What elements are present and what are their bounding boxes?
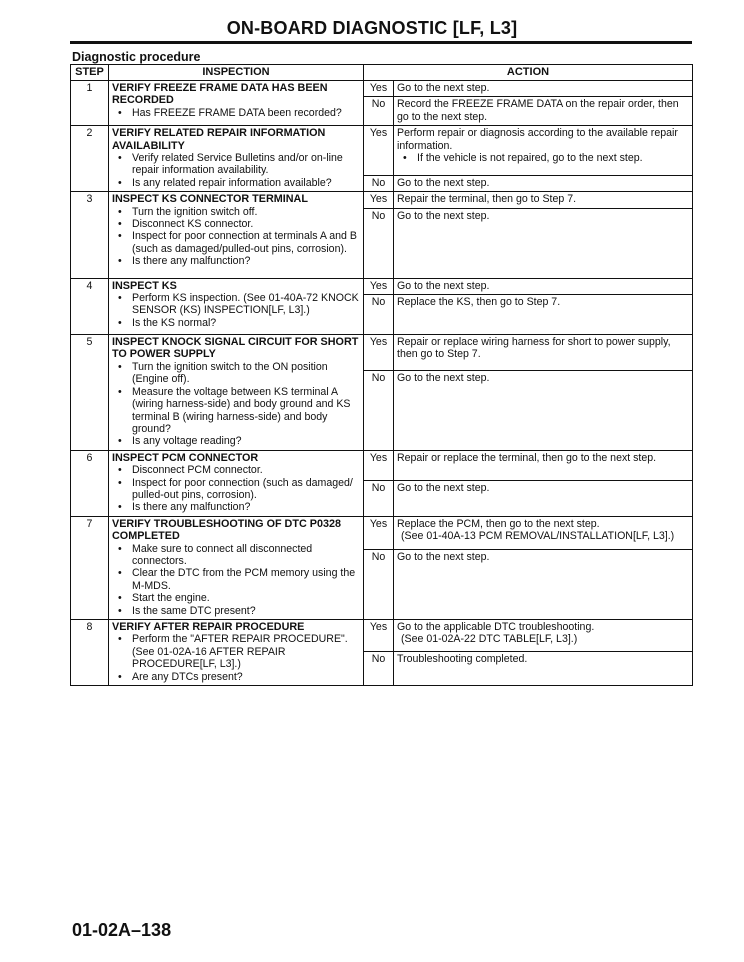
inspection-item: • Has FREEZE FRAME DATA been recorded? — [132, 107, 360, 119]
yes-label: Yes — [364, 192, 394, 208]
action-header: ACTION — [364, 65, 693, 81]
inspection-item: • Make sure to connect all disconnected connectors. — [132, 543, 360, 568]
yes-action-subitem: • If the vehicle is not repaired, go to the next step. — [397, 152, 689, 164]
table-row — [71, 192, 693, 208]
yes-label: Yes — [364, 81, 394, 97]
yes-action-cell — [394, 126, 693, 176]
yes-action: Go to the next step. — [397, 82, 490, 94]
steps-body — [71, 81, 693, 686]
no-action: Go to the next step. — [394, 208, 693, 278]
yes-label: Yes — [364, 126, 394, 176]
inspection-title: INSPECT KNOCK SIGNAL CIRCUIT FOR SHORT TO POWER SUPPLY — [112, 336, 359, 361]
inspection-item: • Are any DTCs present? — [132, 671, 360, 683]
inspection-title: VERIFY TROUBLESHOOTING OF DTC P0328 COMPLETED — [112, 517, 341, 543]
inspection-items — [112, 206, 360, 268]
table-row — [71, 278, 693, 294]
yes-label: Yes — [364, 335, 394, 371]
yes-label: Yes — [364, 516, 394, 549]
no-label: No — [364, 550, 394, 620]
step-number: 4 — [71, 278, 109, 334]
inspection-cell — [109, 620, 364, 686]
no-action: Go to the next step. — [394, 550, 693, 620]
inspection-item: • Verify related Service Bulletins and/or on-line repair information availability. — [132, 152, 360, 177]
no-label: No — [364, 208, 394, 278]
inspection-items — [112, 292, 360, 329]
inspection-items — [112, 152, 360, 189]
no-action: Record the FREEZE FRAME DATA on the repair order, then go to the next step. — [394, 97, 693, 126]
step-number: 6 — [71, 450, 109, 516]
yes-action-cell — [394, 81, 693, 97]
no-label: No — [364, 97, 394, 126]
table-row — [71, 126, 693, 176]
inspection-item: • Clear the DTC from the PCM memory using the M-MDS. — [132, 567, 360, 592]
table-row — [71, 620, 693, 652]
yes-label: Yes — [364, 620, 394, 652]
step-header: STEP — [71, 65, 109, 81]
header-rule — [70, 41, 692, 44]
inspection-item: • Perform KS inspection. (See 01-40A-72 KNOCK SENSOR (KS) INSPECTION[LF, L3].) — [132, 292, 360, 317]
step-number: 5 — [71, 335, 109, 451]
no-label: No — [364, 480, 394, 516]
inspection-title: INSPECT KS CONNECTOR TERMINAL — [112, 193, 308, 206]
inspection-cell — [109, 278, 364, 334]
inspection-items — [112, 633, 360, 683]
inspection-item: • Is there any malfunction? — [132, 501, 360, 513]
table-row — [71, 81, 693, 97]
yes-action: Repair or replace wiring harness for short to power supply, then go to Step 7. — [397, 336, 671, 361]
inspection-item: • Measure the voltage between KS terminal A (wiring harness-side) and body ground and KS terminal B (wiring harness-side) and body ground? — [132, 386, 360, 436]
table-header-row — [71, 65, 693, 81]
step-number: 1 — [71, 81, 109, 126]
table-row — [71, 450, 693, 480]
inspection-items — [112, 464, 360, 514]
inspection-title: VERIFY FREEZE FRAME DATA HAS BEEN RECORDED — [112, 82, 328, 107]
inspection-cell — [109, 126, 364, 192]
inspection-title: VERIFY RELATED REPAIR INFORMATION AVAILABILITY — [112, 127, 326, 152]
inspection-cell — [109, 516, 364, 619]
yes-action-cell — [394, 192, 693, 208]
inspection-title: INSPECT KS — [112, 279, 177, 292]
inspection-item: • Disconnect KS connector. — [132, 218, 360, 230]
page-number: 01-02A–138 — [72, 920, 172, 940]
yes-action-cell — [394, 335, 693, 371]
inspection-items — [112, 107, 360, 119]
inspection-cell — [109, 192, 364, 278]
yes-action: Replace the PCM, then go to the next step. — [397, 517, 600, 530]
yes-action: Go to the next step. — [397, 279, 490, 292]
no-action: Go to the next step. — [394, 370, 693, 450]
inspection-title: VERIFY AFTER REPAIR PROCEDURE — [112, 621, 305, 633]
yes-action: Perform repair or diagnosis according to the available repair information. — [397, 127, 678, 152]
page-title: ON-BOARD DIAGNOSTIC [LF, L3] — [226, 18, 518, 38]
yes-action-cell — [394, 450, 693, 480]
step-number: 2 — [71, 126, 109, 192]
step-number: 8 — [71, 620, 109, 686]
inspection-item: • Start the engine. — [132, 592, 360, 604]
table-row — [71, 516, 693, 549]
inspection-title: INSPECT PCM CONNECTOR — [112, 451, 259, 464]
inspection-item: • Inspect for poor connection at terminals A and B (such as damaged/pulled-out pins, corrosion). — [132, 230, 360, 255]
no-label: No — [364, 295, 394, 335]
no-action: Replace the KS, then go to Step 7. — [394, 295, 693, 335]
yes-action: Repair or replace the terminal, then go to the next step. — [397, 451, 657, 464]
yes-action-cell — [394, 516, 693, 549]
yes-action-cell — [394, 278, 693, 294]
inspection-item: • Inspect for poor connection (such as damaged/ pulled-out pins, corrosion). — [132, 477, 360, 502]
yes-action: Go to the applicable DTC troubleshooting. — [397, 621, 595, 633]
yes-label: Yes — [364, 278, 394, 294]
inspection-cell — [109, 450, 364, 516]
no-label: No — [364, 370, 394, 450]
inspection-item: • Is the same DTC present? — [132, 605, 360, 617]
section-title: Diagnostic procedure — [72, 50, 201, 64]
inspection-item: • Is the KS normal? — [132, 317, 360, 329]
inspection-item: • Turn the ignition switch to the ON position (Engine off). — [132, 361, 360, 386]
no-action: Go to the next step. — [394, 175, 693, 191]
no-action: Troubleshooting completed. — [394, 652, 693, 686]
no-label: No — [364, 652, 394, 686]
step-number: 3 — [71, 192, 109, 278]
inspection-items — [112, 543, 360, 617]
inspection-items — [112, 361, 360, 448]
table-row — [71, 335, 693, 371]
diagnostic-table — [70, 64, 693, 686]
no-action: Go to the next step. — [394, 480, 693, 516]
inspection-item: • Turn the ignition switch off. — [132, 206, 360, 218]
inspection-item: • Is there any malfunction? — [132, 255, 360, 267]
inspection-header: INSPECTION — [109, 65, 364, 81]
inspection-item: • Disconnect PCM connector. — [132, 464, 360, 476]
inspection-item: • Perform the "AFTER REPAIR PROCEDURE". (See 01-02A-16 AFTER REPAIR PROCEDURE[LF, L3].) — [132, 633, 360, 670]
inspection-item: • Is any related repair information available? — [132, 177, 360, 189]
yes-action-reference: (See 01-02A-22 DTC TABLE[LF, L3].) — [401, 633, 578, 646]
yes-label: Yes — [364, 450, 394, 480]
no-label: No — [364, 175, 394, 191]
yes-action-reference: (See 01-40A-13 PCM REMOVAL/INSTALLATION[LF, L3].) — [401, 530, 675, 543]
yes-action-cell — [394, 620, 693, 652]
inspection-item: • Is any voltage reading? — [132, 435, 360, 447]
inspection-cell — [109, 335, 364, 451]
yes-action: Repair the terminal, then go to Step 7. — [397, 193, 577, 206]
step-number: 7 — [71, 516, 109, 619]
inspection-cell — [109, 81, 364, 126]
